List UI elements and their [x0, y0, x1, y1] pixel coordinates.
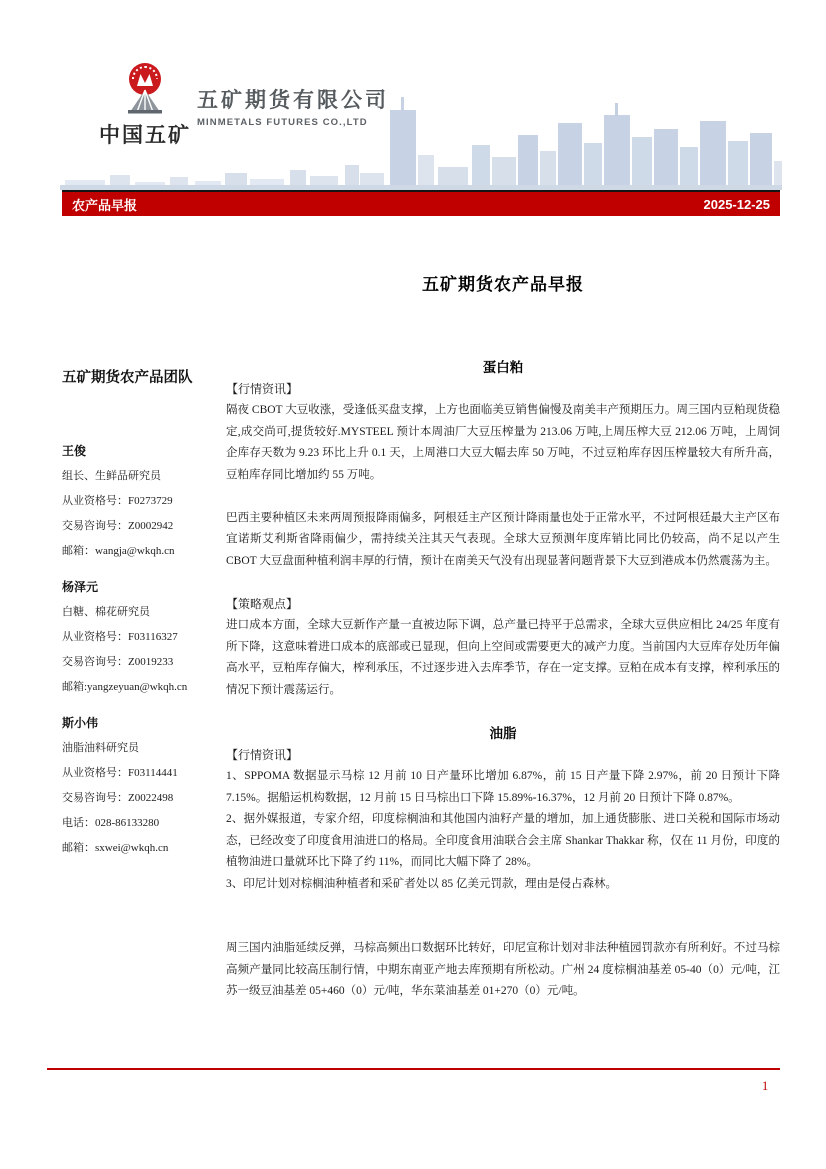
paragraph: 1、SPPOMA 数据显示马棕 12 月前 10 日产量环比增加 6.87%，前 15 日产量下降 2.97%，前 20 日预计下降 7.15%。据船运机构数据，12 月前 15 日马棕出口下降 15.89%-16.37%，12 月前 20 日预计下降 0.87%。: [226, 770, 780, 804]
minmetals-logo-icon: [116, 60, 174, 118]
member-detail: 白糖、棉花研究员: [62, 606, 150, 618]
member-detail: 组长、生鲜品研究员: [62, 470, 161, 482]
member-detail: 邮箱：wangja@wkqh.cn: [62, 545, 175, 557]
member-name: 斯小伟: [62, 716, 99, 730]
member-detail: 交易咨询号：Z0022498: [62, 792, 174, 804]
report-content: [226, 357, 780, 1003]
member-detail: 油脂油料研究员: [62, 742, 139, 754]
section-heading: 油脂: [489, 726, 517, 741]
team-sidebar: [62, 366, 226, 861]
team-member: [62, 439, 226, 564]
report-body: [226, 270, 780, 1003]
team-members: [62, 439, 226, 861]
paragraph: 隔夜 CBOT 大豆收涨，受逢低买盘支撑，上方也面临美豆销售偏慢及南美丰产预期压力。周三国内豆粕现货稳定,成交尚可,提货较好.MYSTEEL 预计本周油厂大豆压榨量为 213.06 万吨,上周压榨大豆 212.06 万吨，上周饲企库存天数为 9.23 环比上升 0.1 天，上周港口大豆大幅去库 50 万吨，不过豆粕库存因压榨量较大有所升高，豆粕库存同比增加约 55 万吨。: [226, 404, 780, 481]
banner-date: 2025-12-25: [703, 196, 770, 212]
section-label: 【行情资讯】: [226, 381, 299, 396]
member-name: 王俊: [62, 444, 87, 458]
company-logo: [92, 60, 198, 149]
member-detail: 从业资格号：F03114441: [62, 767, 178, 779]
paragraph: 进口成本方面，全球大豆新作产量一直被边际下调，总产量已持平于总需求，全球大豆供应相比 24/25 年度有所下降，这意味着进口成本的底部或已显现，但向上空间或需要更大的减产力度。当前国内大豆库存处历年偏高水平，豆粕库存偏大，榨利承压，不过逐步进入去库季节，存在一定支撑。豆粕在成本有支撑，榨利承压的情况下预计震荡运行。: [226, 619, 780, 696]
team-member: [62, 575, 226, 700]
company-name-block: [197, 84, 389, 128]
member-detail: 从业资格号：F0273729: [62, 495, 173, 507]
banner-title: 农产品早报: [72, 197, 138, 213]
team-title: 五矿期货农产品团队: [62, 370, 193, 386]
brand-name-cn: 中国五矿: [99, 124, 191, 147]
paragraph: 周三国内油脂延续反弹，马棕高频出口数据环比转好，印尼宣称计划对非法种植园罚款亦有所利好。不过马棕高频产量同比较高压制行情，中期东南亚产地去库预期有所松动。广州 24 度棕榈油基差 05-40（0）元/吨，江苏一级豆油基差 05+460（0）元/吨，华东菜油基差 01+270（0）元/吨。: [226, 942, 780, 997]
section-heading: 蛋白粕: [482, 360, 524, 375]
paragraph: 2、据外媒报道，专家介绍，印度棕榈油和其他国内油籽产量的增加，加上通货膨胀、进口关税和国际市场动态，已经改变了印度食用油进口的格局。全印度食用油联合会主席 Shankar Thakkar 称，仅在 11 月份，印度的植物油进口量就环比下降了约 11%，而同比大幅下降了 28%。: [226, 813, 780, 868]
footer-divider: [47, 1068, 780, 1070]
paragraph: 巴西主要种植区未来两周预报降雨偏多，阿根廷主产区预计降雨量也处于正常水平，不过阿根廷最大主产区布宜诺斯艾利斯省降雨偏少，需持续关注其天气表现。全球大豆预测年度库销比同比仍较高，尚不足以产生 CBOT 大豆盘面种植利润丰厚的行情，预计在南美天气没有出现显著问题背景下大豆到港成本仍然震荡为主。: [226, 511, 780, 567]
report-title: 五矿期货农产品早报: [422, 275, 584, 294]
member-detail: 交易咨询号：Z0019233: [62, 656, 174, 668]
report-banner: [62, 190, 780, 216]
team-member: [62, 711, 226, 861]
member-detail: 邮箱:yangzeyuan@wkqh.cn: [62, 681, 188, 693]
member-detail: 交易咨询号：Z0002942: [62, 520, 174, 532]
section-label: 【行情资讯】: [226, 747, 299, 762]
page-number: 1: [762, 1079, 769, 1093]
member-detail: 从业资格号：F03116327: [62, 631, 178, 643]
member-detail: 邮箱：sxwei@wkqh.cn: [62, 842, 169, 854]
company-name-en: MINMETALS FUTURES CO.,LTD: [197, 117, 368, 128]
member-name: 杨泽元: [62, 580, 99, 594]
paragraph: 3、印尼计划对棕榈油种植者和采矿者处以 85 亿美元罚款，理由是侵占森林。: [226, 877, 617, 890]
company-name-cn: 五矿期货有限公司: [197, 89, 389, 112]
section-label: 【策略观点】: [226, 596, 299, 611]
member-detail: 电话：028-86133280: [62, 817, 160, 829]
